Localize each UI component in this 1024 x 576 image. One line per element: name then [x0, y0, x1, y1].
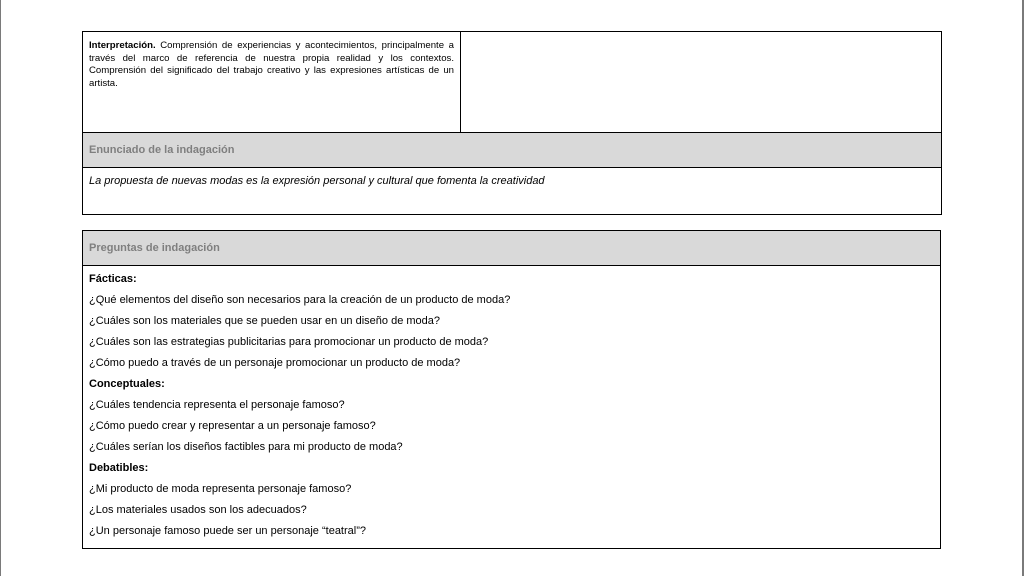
criterion-cell [83, 32, 461, 133]
debatable-question: ¿Los materiales usados son los adecuados? [89, 504, 307, 516]
questions-row [83, 266, 941, 549]
criterion-empty-cell [461, 32, 942, 133]
statement-row [83, 168, 942, 215]
inquiry-questions-table [82, 230, 941, 549]
statement-header-row [83, 133, 942, 168]
criterion-description: Comprensión de experiencias y acontecimientos, principalmente a través del marco de referencia de nuestra propia realidad y los contextos. Comprensión del significado del trabajo creativo y las expresiones artísticas de un artista. [89, 40, 454, 89]
factual-question: ¿Cuáles son los materiales que se pueden usar en un diseño de moda? [89, 315, 441, 327]
factual-question: ¿Cuáles son las estrategias publicitarias para promocionar un producto de moda? [89, 336, 489, 348]
questions-header-row [83, 231, 941, 266]
debatable-title: Debatibles: [89, 462, 149, 474]
factual-question: ¿Qué elementos del diseño son necesarios para la creación de un producto de moda? [89, 294, 511, 306]
conceptual-question: ¿Cómo puedo crear y representar a un personaje famoso? [89, 420, 376, 432]
criterion-statement-table [82, 31, 942, 215]
conceptual-title: Conceptuales: [89, 378, 165, 390]
statement-header: Enunciado de la indagación [83, 133, 942, 168]
statement-text: La propuesta de nuevas modas es la expresión personal y cultural que fomenta la creatividad [83, 168, 942, 215]
debatable-question: ¿Un personaje famoso puede ser un personaje “teatral”? [89, 525, 366, 537]
questions-header: Preguntas de indagación [83, 231, 941, 266]
page-edge-left [0, 0, 1, 576]
conceptual-question: ¿Cuáles tendencia representa el personaje famoso? [89, 399, 345, 411]
factual-title: Fácticas: [89, 273, 137, 285]
factual-question: ¿Cómo puedo a través de un personaje promocionar un producto de moda? [89, 357, 461, 369]
debatable-question: ¿Mi producto de moda representa personaje famoso? [89, 483, 352, 495]
criterion-term: Interpretación. [89, 40, 156, 51]
questions-cell [83, 266, 941, 549]
conceptual-question: ¿Cuáles serían los diseños factibles para mi producto de moda? [89, 441, 403, 453]
criterion-row [83, 32, 942, 133]
